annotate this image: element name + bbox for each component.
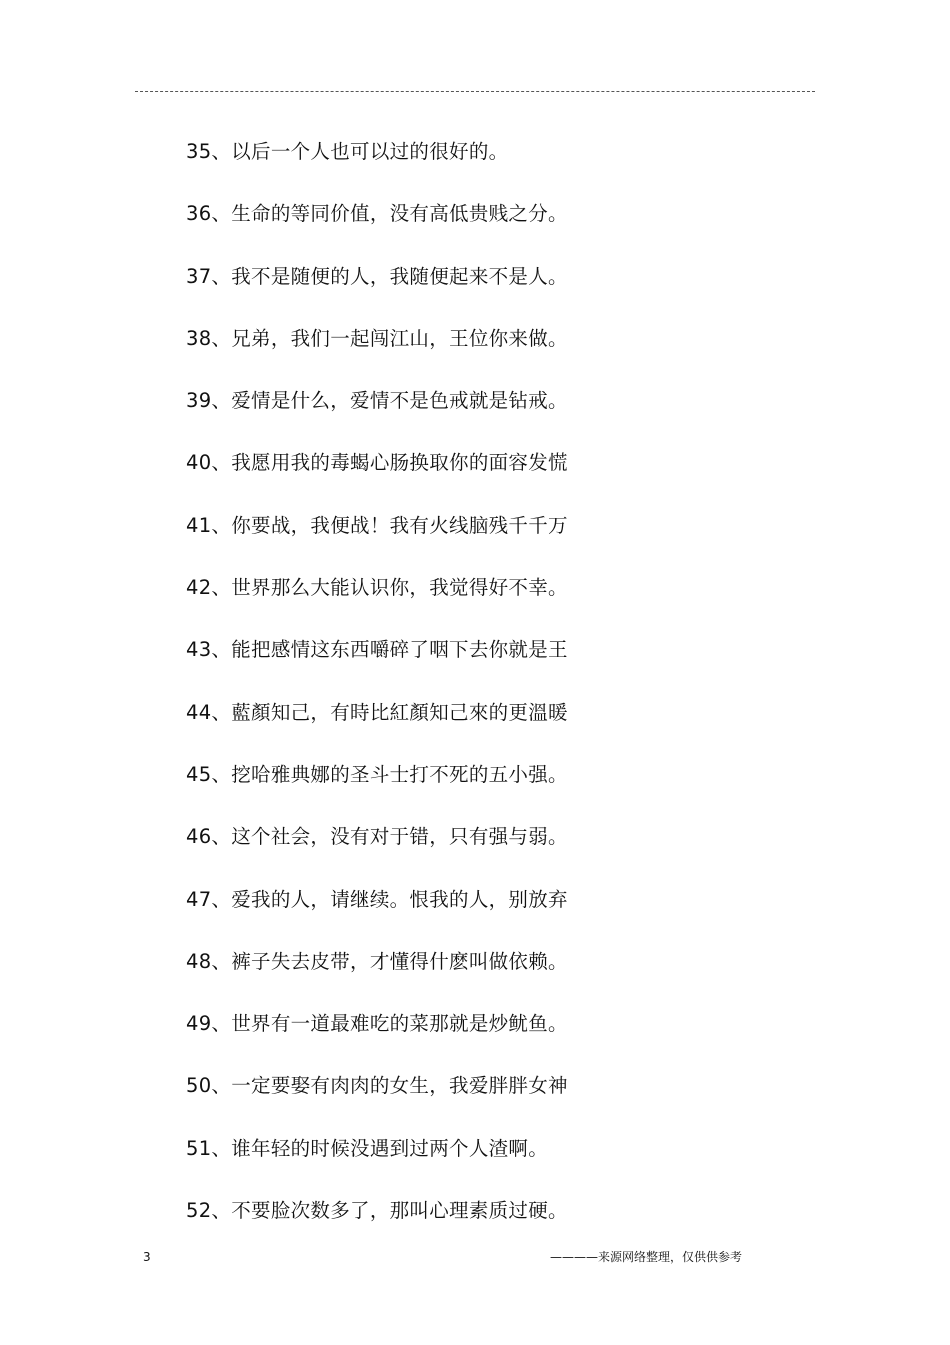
header-divider xyxy=(135,91,815,92)
list-item: 39、爱情是什么，爱情不是色戒就是钻戒。 xyxy=(186,389,568,413)
list-item: 48、裤子失去皮带，才懂得什麽叫做依赖。 xyxy=(186,949,568,973)
list-item: 35、以后一个人也可以过的很好的。 xyxy=(186,140,509,163)
page-number: 3 xyxy=(143,1250,151,1264)
quote-list xyxy=(186,134,746,1255)
list-item: 52、不要脸次数多了，那叫心理素质过硬。 xyxy=(186,1199,568,1223)
page-footer xyxy=(0,1246,950,1268)
list-item: 40、我愿用我的毒蝎心肠换取你的面容发慌 xyxy=(186,451,568,475)
list-item: 45、挖哈雅典娜的圣斗士打不死的五小强。 xyxy=(186,762,568,786)
list-item: 38、兄弟，我们一起闯江山，王位你来做。 xyxy=(186,326,568,350)
list-item: 37、我不是随便的人，我随便起来不是人。 xyxy=(186,264,568,288)
list-item: 50、一定要娶有肉肉的女生，我爱胖胖女神 xyxy=(186,1074,568,1098)
footer-note: ————来源网络整理，仅供供参考 xyxy=(550,1250,743,1264)
list-item: 42、世界那么大能认识你，我觉得好不幸。 xyxy=(186,576,568,600)
list-item: 51、谁年轻的时候没遇到过两个人渣啊。 xyxy=(186,1136,549,1160)
list-item: 36、生命的等同价值，没有高低贵贱之分。 xyxy=(186,202,568,226)
list-item: 49、世界有一道最难吃的菜那就是炒鱿鱼。 xyxy=(186,1012,568,1036)
list-item: 43、能把感情这东西嚼碎了咽下去你就是王 xyxy=(186,638,568,662)
list-item: 44、藍顏知己，有時比紅顏知己來的更溫暖 xyxy=(186,700,568,724)
list-item: 46、这个社会，没有对于错，只有强与弱。 xyxy=(186,825,568,849)
list-item: 41、你要战，我便战！我有火线脑残千千万 xyxy=(186,513,568,537)
list-item: 47、爱我的人，请继续。恨我的人，别放弃 xyxy=(186,887,568,911)
